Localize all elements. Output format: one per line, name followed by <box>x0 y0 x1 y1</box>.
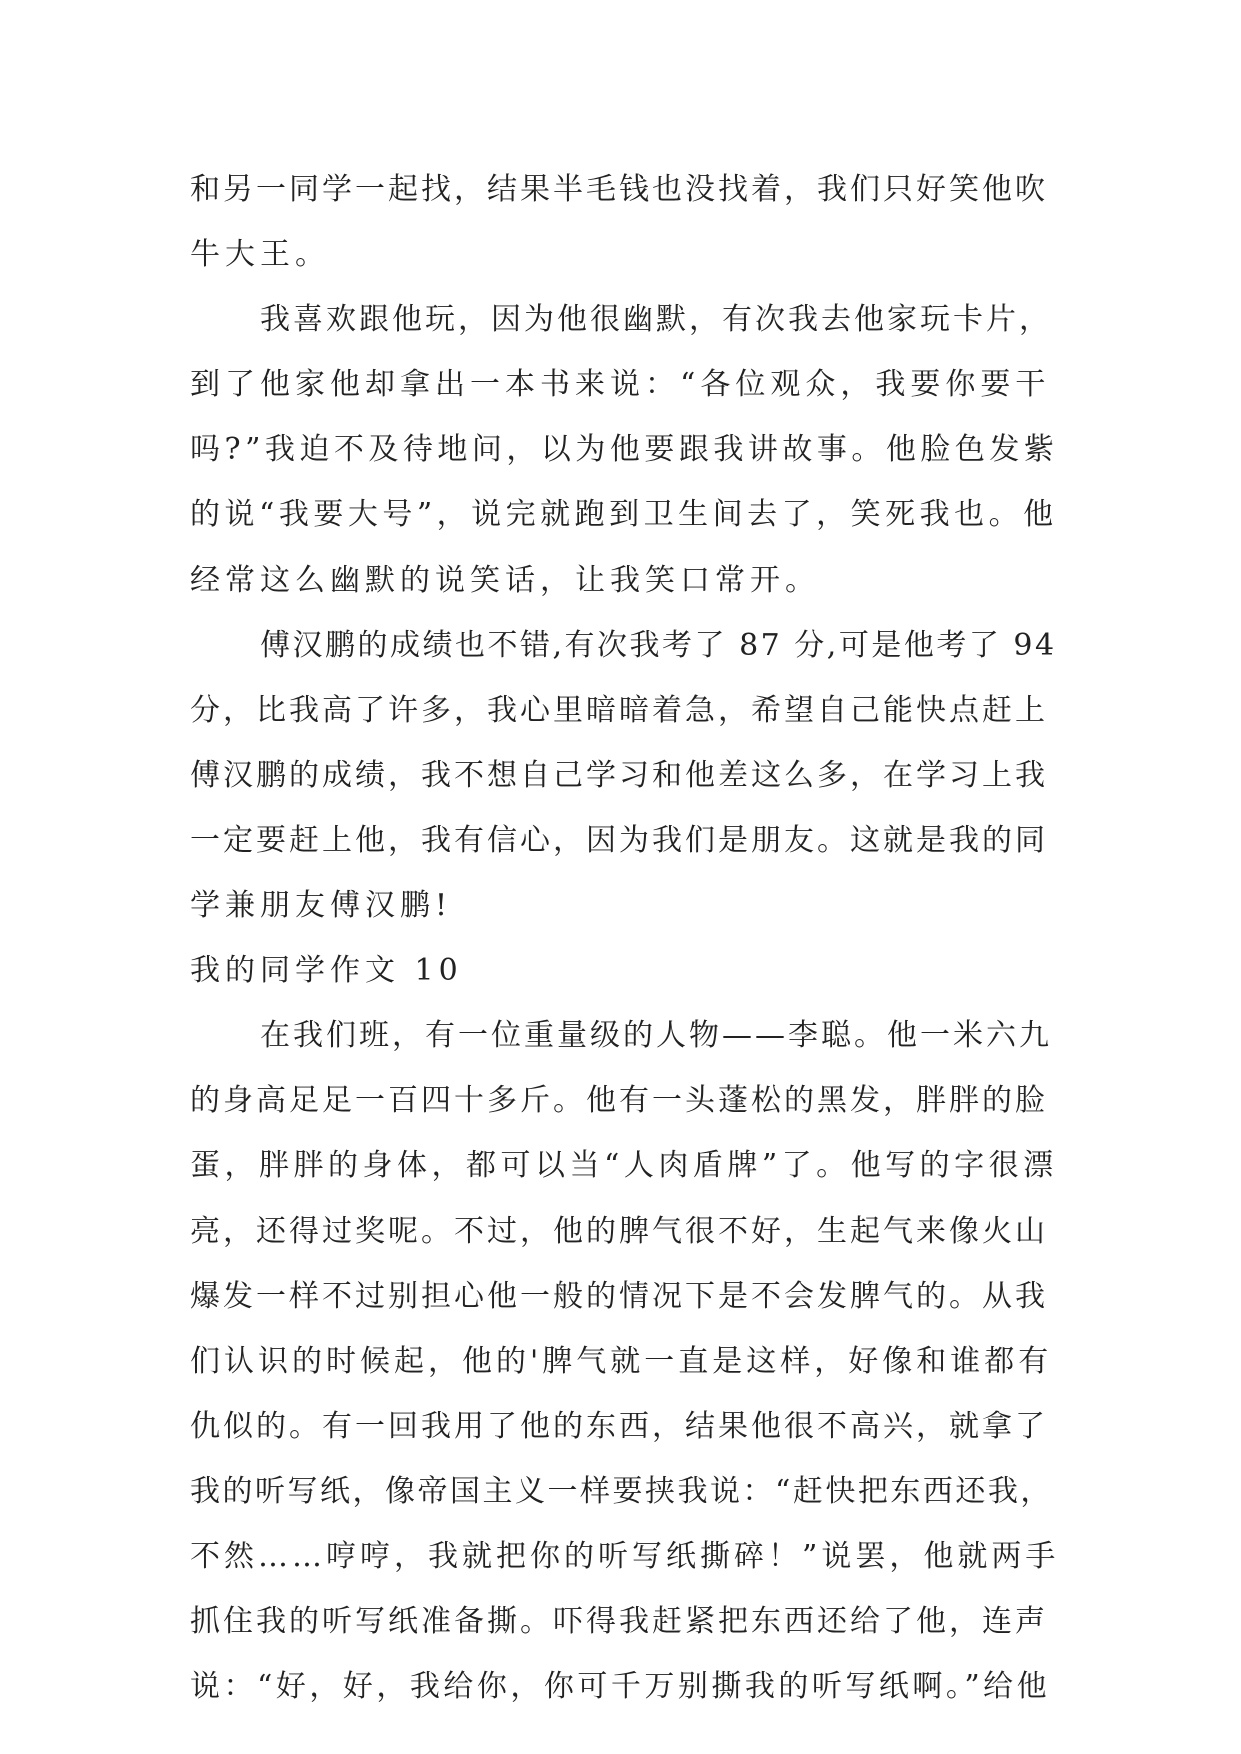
text-line: 的说“我要大号”，说完就跑到卫生间去了，笑死我也。他 <box>190 497 1058 533</box>
text-line: 牛大王。 <box>190 237 330 273</box>
text-line: 学兼朋友傅汉鹏! <box>190 888 453 924</box>
text-line: 吗?”我迫不及待地问，以为他要跟我讲故事。他脸色发紫 <box>190 432 1059 468</box>
text-line: 抓住我的听写纸准备撕。吓得我赶紧把东西还给了他，连声 <box>190 1604 1048 1640</box>
essay-text-block <box>190 157 1060 1719</box>
text-line: 我喜欢跟他玩，因为他很幽默，有次我去他家玩卡片， <box>260 302 1052 338</box>
text-line: 的身高足足一百四十多斤。他有一头蓬松的黑发，胖胖的脸 <box>190 1083 1048 1119</box>
text-line: 仇似的。有一回我用了他的东西，结果他很不高兴，就拿了 <box>190 1408 1048 1444</box>
text-line: 爆发一样不过别担心他一般的情况下是不会发脾气的。从我 <box>190 1278 1048 1314</box>
text-line: 傅汉鹏的成绩也不错,有次我考了 87 分,可是他考了 94 <box>260 627 1057 663</box>
text-line: 亮，还得过奖呢。不过，他的脾气很不好，生起气来像火山 <box>190 1213 1048 1249</box>
text-line: 经常这么幽默的说笑话，让我笑口常开。 <box>190 562 820 598</box>
text-line: 到了他家他却拿出一本书来说：“各位观众，我要你要干 <box>190 367 1051 403</box>
text-line: 我的同学作文 10 <box>190 953 463 989</box>
text-line: 们认识的时候起，他的'脾气就一直是这样，好像和谁都有 <box>190 1343 1053 1379</box>
text-line: 傅汉鹏的成绩，我不想自己学习和他差这么多，在学习上我 <box>190 757 1048 793</box>
text-line: 在我们班，有一位重量级的人物——李聪。他一米六九 <box>260 1018 1052 1054</box>
text-line: 一定要赶上他，我有信心，因为我们是朋友。这就是我的同 <box>190 822 1048 858</box>
text-line: 分，比我高了许多，我心里暗暗着急，希望自己能快点赶上 <box>190 692 1048 728</box>
text-line: 不然……哼哼，我就把你的听写纸撕碎！”说罢，他就两手 <box>190 1538 1060 1574</box>
text-line: 蛋，胖胖的身体，都可以当“人肉盾牌”了。他写的字很漂 <box>190 1148 1058 1184</box>
text-line: 说：“好，好，我给你，你可千万别撕我的听写纸啊。”给他 <box>190 1669 1051 1705</box>
text-line: 和另一同学一起找，结果半毛钱也没找着，我们只好笑他吹 <box>190 172 1048 207</box>
text-line: 我的听写纸，像帝国主义一样要挟我说：“赶快把东西还我， <box>190 1473 1053 1509</box>
